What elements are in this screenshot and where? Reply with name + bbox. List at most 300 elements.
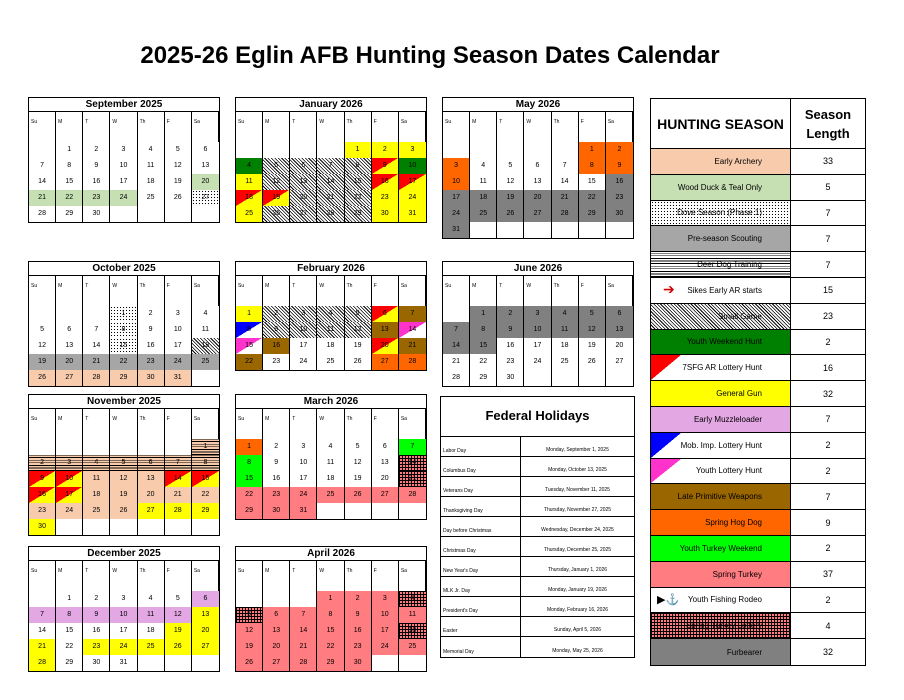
day-cell: 14	[443, 338, 470, 354]
day-cell: 16	[372, 174, 399, 190]
day-cell: 22	[192, 487, 219, 503]
legend-label: General Gun	[716, 389, 762, 399]
legend-row	[651, 536, 865, 562]
weekday-label: M	[470, 276, 497, 306]
empty-cell	[443, 306, 470, 322]
day-cell: 19	[165, 174, 192, 190]
day-cell: 6	[56, 322, 83, 338]
day-cell: 3	[290, 439, 317, 455]
legend-label: 7SFG AR Lottery Hunt	[682, 363, 762, 373]
day-cell: 18	[236, 190, 263, 206]
empty-cell	[399, 655, 426, 671]
empty-cell	[138, 206, 165, 222]
day-cell: 24	[56, 503, 83, 519]
day-cell: 16	[83, 174, 110, 190]
empty-cell	[138, 519, 165, 535]
legend-row	[651, 588, 865, 614]
day-cell: 30	[138, 370, 165, 386]
day-cell: 29	[192, 503, 219, 519]
day-cell: 17	[56, 487, 83, 503]
day-cell: 2	[345, 591, 372, 607]
day-cell: 17	[372, 623, 399, 639]
day-cell: 16	[345, 623, 372, 639]
day-cell: 4	[138, 142, 165, 158]
day-cell: 27	[263, 655, 290, 671]
day-cell: 24	[290, 487, 317, 503]
day-cell: 18	[138, 174, 165, 190]
day-cell: 23	[29, 503, 56, 519]
empty-cell	[110, 519, 137, 535]
day-cell: 30	[83, 655, 110, 671]
day-cell: 2	[83, 591, 110, 607]
day-cell: 26	[165, 190, 192, 206]
day-cell: 7	[552, 158, 579, 174]
holiday-row	[441, 637, 634, 657]
day-cell: 24	[524, 354, 551, 370]
day-cell: 2	[497, 306, 524, 322]
day-cell: 21	[165, 487, 192, 503]
holiday-name: Columbus Day	[441, 457, 521, 476]
weekday-label: W	[110, 561, 137, 591]
legend-value: 2	[825, 465, 831, 476]
month-title: October 2025	[29, 262, 219, 276]
day-cell: 2	[263, 306, 290, 322]
day-cell: 19	[345, 338, 372, 354]
legend-label: Sikes Early AR starts	[687, 285, 762, 295]
day-cell: 26	[263, 206, 290, 222]
day-cell: 18	[138, 623, 165, 639]
day-cell: 25	[552, 354, 579, 370]
day-cell: 17	[110, 623, 137, 639]
empty-cell	[138, 655, 165, 671]
holiday-name: Thanksgiving Day	[441, 497, 521, 516]
weekday-label: W	[317, 409, 344, 439]
holiday-date: Thursday, January 1, 2026	[547, 567, 608, 573]
weekday-label: F	[372, 112, 399, 142]
weekday-label: Sa	[399, 112, 426, 142]
legend-value: 7	[825, 233, 831, 244]
day-cell: 7	[399, 306, 426, 322]
month-title: December 2025	[29, 547, 219, 561]
weekday-label: Su	[29, 276, 56, 306]
day-cell: 12	[579, 322, 606, 338]
day-cell: 20	[372, 471, 399, 487]
empty-cell	[83, 306, 110, 322]
day-cell: 27	[138, 503, 165, 519]
day-cell: 5	[29, 322, 56, 338]
holiday-date: Monday, May 25, 2026	[552, 648, 603, 654]
empty-cell	[552, 142, 579, 158]
day-cell: 4	[203, 310, 208, 317]
weekday-label: M	[56, 112, 83, 142]
weekday-label: W	[110, 276, 137, 306]
weekday-label: M	[263, 276, 290, 306]
day-cell: 28	[399, 354, 426, 370]
day-cell: 24	[110, 639, 137, 655]
empty-cell	[236, 591, 263, 607]
legend-label: Early Archery	[714, 156, 762, 166]
day-cell: 18	[317, 471, 344, 487]
day-cell: 27	[56, 370, 83, 386]
month-3	[28, 546, 220, 672]
legend-row	[651, 407, 865, 433]
holiday-name: Memorial Day	[441, 637, 521, 657]
day-cell: 27	[372, 354, 399, 370]
day-cell: 14	[29, 174, 56, 190]
day-cell: 3	[399, 142, 426, 158]
day-cell: 5	[579, 306, 606, 322]
weekday-label: W	[317, 276, 344, 306]
day-cell: 22	[56, 190, 83, 206]
legend-name	[651, 407, 791, 432]
day-cell: 10	[56, 471, 83, 487]
day-cell: 28	[290, 655, 317, 671]
day-cell: 14	[290, 623, 317, 639]
legend-name	[651, 226, 791, 251]
holiday-row	[441, 537, 634, 557]
holiday-name: Labor Day	[441, 437, 521, 456]
weekday-label: Su	[236, 276, 263, 306]
day-cell: 16	[263, 338, 290, 354]
holiday-name: Veterans Day	[441, 477, 521, 496]
day-cell: 23	[83, 639, 110, 655]
day-cell: 4	[552, 306, 579, 322]
empty-cell	[579, 222, 606, 238]
day-cell: 8	[110, 322, 137, 338]
day-cell: 6	[372, 439, 399, 455]
day-cell: 5	[263, 158, 290, 174]
day-cell: 10	[290, 455, 317, 471]
weekday-label: F	[372, 409, 399, 439]
day-cell: 1	[110, 306, 137, 322]
day-cell: 21	[399, 338, 426, 354]
day-cell: 14	[165, 471, 192, 487]
empty-cell	[524, 370, 551, 386]
day-cell: 23	[263, 354, 290, 370]
empty-cell	[345, 503, 372, 519]
day-cell: 4	[317, 306, 344, 322]
day-cell: 28	[443, 370, 470, 386]
month-5	[235, 261, 427, 371]
empty-cell	[263, 591, 290, 607]
day-cell: 22	[470, 354, 497, 370]
weekday-label: Th	[138, 561, 165, 591]
holiday-date: Sunday, April 5, 2026	[553, 627, 602, 633]
legend-row	[651, 433, 865, 459]
empty-cell	[470, 222, 497, 238]
legend-row	[651, 278, 865, 304]
month-title: November 2025	[29, 395, 219, 409]
day-cell: 14	[83, 338, 110, 354]
day-cell: 30	[345, 655, 372, 671]
day-cell: 28	[552, 206, 579, 222]
legend-value: 7	[825, 259, 831, 270]
day-cell: 4	[138, 591, 165, 607]
day-cell: 23	[345, 639, 372, 655]
weekday-label: Su	[443, 276, 470, 306]
day-cell: 7	[83, 322, 110, 338]
day-cell: 27	[615, 358, 624, 365]
day-cell: 19	[579, 338, 606, 354]
day-cell: 17	[399, 174, 426, 190]
day-cell: 21	[83, 354, 110, 370]
day-cell: 17	[524, 338, 551, 354]
legend-name	[651, 330, 791, 355]
empty-cell	[110, 206, 137, 222]
day-cell: 4	[317, 439, 344, 455]
empty-cell	[263, 142, 290, 158]
day-cell: 9	[263, 455, 290, 471]
day-cell: 15	[236, 338, 263, 354]
empty-cell	[29, 142, 56, 158]
day-cell: 16	[606, 174, 633, 190]
day-cell: 5	[236, 607, 263, 623]
weekday-label: W	[524, 112, 551, 142]
day-cell: 18	[192, 338, 219, 354]
day-cell: 20	[192, 174, 219, 190]
weekday-label: M	[263, 112, 290, 142]
legend-value: 2	[825, 594, 831, 605]
legend-value: 37	[822, 569, 833, 580]
weekday-label: M	[470, 112, 497, 142]
weekday-label: Su	[443, 112, 470, 142]
day-cell: 14	[29, 623, 56, 639]
day-cell: 9	[345, 607, 372, 623]
day-cell: 12	[345, 322, 372, 338]
day-cell: 26	[165, 639, 192, 655]
empty-cell	[524, 142, 551, 158]
day-cell: 28	[399, 487, 426, 503]
empty-cell	[290, 591, 317, 607]
holiday-name: Day before Christmas	[441, 517, 521, 536]
day-cell: 2	[372, 142, 399, 158]
weekday-label: M	[56, 276, 83, 306]
day-cell: 3	[443, 158, 470, 174]
day-cell: 29	[236, 503, 263, 519]
month-1	[28, 261, 220, 387]
day-cell: 13	[56, 338, 83, 354]
holiday-date: Monday, September 1, 2025	[546, 447, 609, 453]
day-cell: 28	[29, 655, 56, 671]
legend-header-value: Season Length	[804, 106, 852, 141]
day-cell: 1	[345, 142, 372, 158]
day-cell: 3	[110, 591, 137, 607]
day-cell: 18	[399, 623, 426, 639]
day-cell: 20	[615, 342, 624, 349]
day-cell: 19	[29, 354, 56, 370]
empty-cell	[138, 439, 165, 455]
weekday-label: F	[165, 409, 192, 439]
weekday-label: T	[497, 112, 524, 142]
legend-label: Furbearer	[726, 647, 762, 657]
day-cell: 1	[317, 591, 344, 607]
legend-label: Youth Lottery Hunt	[696, 466, 762, 476]
day-cell: 2	[83, 142, 110, 158]
day-cell: 10	[165, 322, 192, 338]
day-cell: 20	[192, 623, 219, 639]
day-cell: 1	[56, 142, 83, 158]
day-cell: 25	[83, 503, 110, 519]
day-cell: 4	[470, 158, 497, 174]
day-cell: 17	[443, 190, 470, 206]
day-cell: 16	[29, 487, 56, 503]
day-cell: 11	[317, 322, 344, 338]
day-cell: 12	[110, 471, 137, 487]
day-cell: 16	[138, 338, 165, 354]
day-cell: 20	[263, 639, 290, 655]
day-cell: 14	[399, 455, 426, 471]
day-cell: 12	[263, 174, 290, 190]
day-cell: 26	[497, 206, 524, 222]
weekday-label: Th	[345, 561, 372, 591]
day-cell: 6	[138, 455, 165, 471]
day-cell: 26	[579, 354, 606, 370]
day-cell: 21	[317, 190, 344, 206]
weekday-label: T	[83, 112, 110, 142]
weekday-label: W	[317, 112, 344, 142]
empty-cell	[372, 503, 399, 519]
day-cell: 21	[399, 471, 426, 487]
day-cell: 15	[236, 471, 263, 487]
empty-cell	[165, 206, 192, 222]
day-cell: 11	[236, 174, 263, 190]
day-cell: 9	[29, 471, 56, 487]
day-cell: 16	[263, 471, 290, 487]
day-cell: 25	[236, 206, 263, 222]
day-cell: 22	[345, 190, 372, 206]
day-cell: 27	[372, 487, 399, 503]
empty-cell	[192, 370, 219, 386]
day-cell: 20	[138, 487, 165, 503]
weekday-label: F	[165, 112, 192, 142]
day-cell: 1	[470, 306, 497, 322]
month-8	[442, 97, 634, 239]
day-cell: 18	[83, 487, 110, 503]
day-cell: 15	[345, 174, 372, 190]
day-cell: 26	[29, 370, 56, 386]
legend-row	[651, 252, 865, 278]
empty-cell	[29, 306, 56, 322]
weekday-label: W	[317, 561, 344, 591]
holiday-row	[441, 577, 634, 597]
day-cell: 8	[56, 607, 83, 623]
legend-row	[651, 330, 865, 356]
legend-name	[651, 536, 791, 561]
day-cell: 30	[29, 519, 56, 535]
legend-value: 32	[822, 647, 833, 658]
legend-value: 4	[825, 620, 831, 631]
day-cell: 20	[524, 190, 551, 206]
day-cell: 2	[29, 455, 56, 471]
day-cell: 14	[317, 174, 344, 190]
legend-row	[651, 510, 865, 536]
day-cell: 25	[138, 639, 165, 655]
day-cell: 7	[290, 607, 317, 623]
day-cell: 22	[110, 354, 137, 370]
day-cell: 14	[399, 322, 426, 338]
weekday-label: F	[579, 112, 606, 142]
day-cell: 1	[236, 306, 263, 322]
day-cell: 11	[470, 174, 497, 190]
weekday-label: M	[263, 561, 290, 591]
day-cell: 31	[399, 206, 426, 222]
empty-cell	[165, 519, 192, 535]
day-cell: 31	[165, 370, 192, 386]
day-cell: 25	[138, 190, 165, 206]
holiday-name: Easter	[441, 617, 521, 636]
empty-cell	[443, 142, 470, 158]
day-cell: 20	[372, 338, 399, 354]
day-cell: 8	[192, 455, 219, 471]
day-cell: 27	[192, 190, 219, 206]
day-cell: 13	[524, 174, 551, 190]
day-cell: 27	[290, 206, 317, 222]
legend-name	[651, 201, 791, 226]
day-cell: 21	[552, 190, 579, 206]
day-cell: 13	[372, 322, 399, 338]
holiday-row	[441, 617, 634, 637]
legend-name	[651, 588, 791, 613]
day-cell: 8	[345, 158, 372, 174]
empty-cell	[372, 655, 399, 671]
day-cell: 29	[110, 370, 137, 386]
weekday-label: Sa	[192, 112, 219, 142]
day-cell: 28	[165, 503, 192, 519]
weekday-label: T	[290, 409, 317, 439]
holiday-name: Christmas Day	[441, 537, 521, 556]
weekday-label: M	[263, 409, 290, 439]
day-cell: 3	[110, 142, 137, 158]
empty-cell	[470, 142, 497, 158]
day-cell: 6	[606, 306, 633, 322]
empty-cell	[606, 222, 633, 238]
legend-row	[651, 226, 865, 252]
day-cell: 28	[317, 206, 344, 222]
day-cell: 11	[138, 607, 165, 623]
day-cell: 6	[290, 158, 317, 174]
weekday-label: T	[290, 112, 317, 142]
day-cell: 4	[236, 158, 263, 174]
day-cell: 4	[399, 591, 426, 607]
legend-label: Mob. Imp. Lottery Hunt	[680, 440, 762, 450]
weekday-label: W	[524, 276, 551, 306]
day-cell: 1	[192, 439, 219, 455]
day-cell: 8	[56, 158, 83, 174]
legend-row	[651, 304, 865, 330]
day-cell: 15	[470, 338, 497, 354]
legend-value: 32	[822, 388, 833, 399]
weekday-label: W	[110, 409, 137, 439]
day-cell: 11	[83, 471, 110, 487]
day-cell: 20	[56, 354, 83, 370]
federal-holidays-table	[440, 396, 635, 658]
day-cell: 30	[606, 206, 633, 222]
day-cell: 11	[552, 322, 579, 338]
legend-value: 9	[825, 517, 831, 528]
holiday-row	[441, 517, 634, 537]
weekday-label: W	[110, 112, 137, 142]
legend-value: 15	[822, 285, 833, 296]
empty-cell	[317, 142, 344, 158]
day-cell: 24	[165, 354, 192, 370]
day-cell: 13	[192, 607, 219, 623]
day-cell: 8	[317, 607, 344, 623]
day-cell: 19	[165, 623, 192, 639]
legend-label: Spring Hog Dog	[705, 518, 762, 528]
arrow-icon: ➔	[663, 280, 675, 297]
day-cell: 29	[317, 655, 344, 671]
empty-cell	[399, 503, 426, 519]
